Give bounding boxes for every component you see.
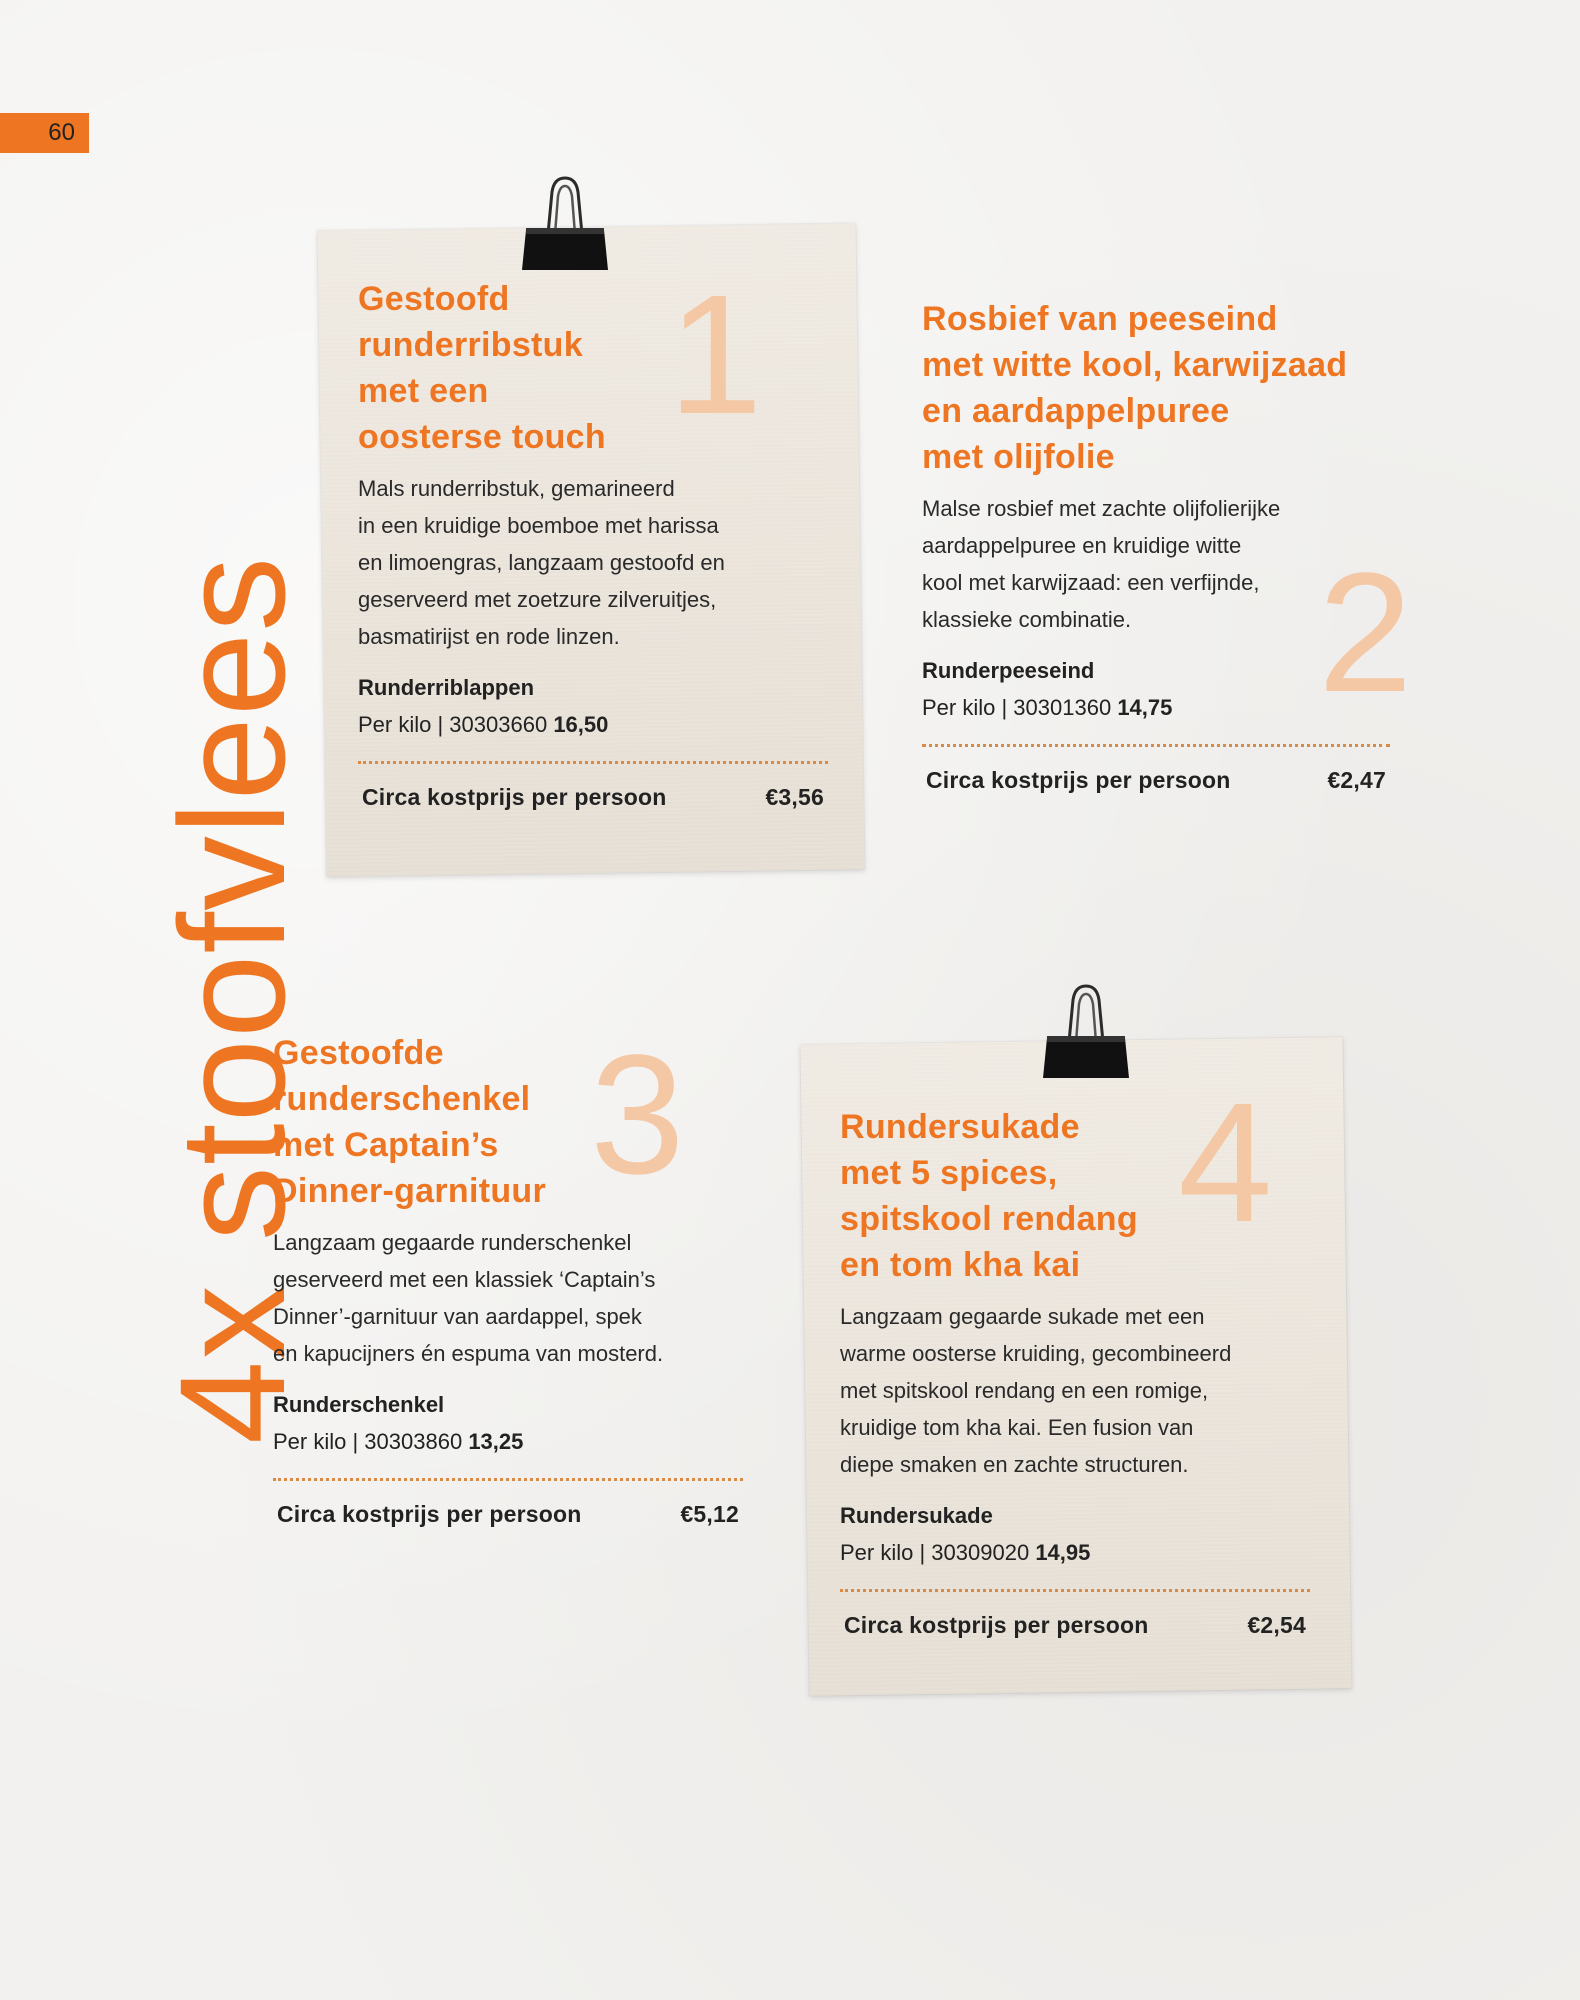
cost-label: Circa kostprijs per persoon	[844, 1612, 1149, 1638]
recipe-block-4	[840, 1104, 1310, 1639]
recipe-number: 2	[1318, 538, 1413, 728]
cost-row	[840, 1612, 1310, 1639]
binder-clip-icon	[1043, 980, 1129, 1080]
recipe-block-3	[273, 1020, 743, 1528]
cost-label: Circa kostprijs per persoon	[926, 767, 1231, 793]
recipe-block-1	[358, 276, 828, 811]
recipe-description: Langzaam gegaarde sukade met een warme oosterse kruiding, gecombineerd met spitskool rendang en een romige, kruidige tom kha kai. Een fusion van diepe smaken en zachte structuren.	[840, 1304, 1232, 1477]
binder-clip-icon	[522, 172, 608, 272]
recipe-title: Gestoofd runderribstuk met een oosterse touch	[358, 280, 606, 456]
cost-label: Circa kostprijs per persoon	[277, 1501, 582, 1527]
product-name: Runderpeeseind	[922, 658, 1095, 683]
cost-label: Circa kostprijs per persoon	[362, 784, 667, 810]
section-title: 4x stoofvlees	[148, 555, 316, 1445]
price-prefix: Per kilo | 30309020	[840, 1540, 1030, 1565]
dotted-divider	[840, 1589, 1310, 1592]
page-number: 60	[0, 113, 89, 153]
recipe-number: 4	[1178, 1068, 1273, 1258]
cost-value: €2,47	[1327, 767, 1386, 793]
product-name: Runderschenkel	[273, 1392, 445, 1417]
dotted-divider	[358, 761, 828, 764]
price-value: 13,25	[468, 1429, 524, 1454]
price-line	[840, 1534, 1310, 1571]
recipe-number: 1	[668, 260, 763, 450]
price-value: 14,95	[1035, 1540, 1091, 1565]
price-line	[273, 1423, 743, 1460]
cost-value: €3,56	[765, 784, 824, 810]
price-line	[358, 706, 828, 743]
recipe-description: Malse rosbief met zachte olijfolierijke aardappelpuree en kruidige witte kool met karwijzaad: een verfijnde, klassieke combinatie.	[922, 496, 1281, 632]
recipe-title: Gestoofde runderschenkel met Captain’s Dinner-garnituur	[273, 1034, 547, 1210]
product-name: Rundersukade	[840, 1503, 993, 1528]
recipe-description: Langzaam gegaarde runderschenkel geserveerd met een klassiek ‘Captain’s Dinner’-garnituur van aardappel, spek en kapucijners én espuma van mosterd.	[273, 1230, 664, 1366]
cost-value: €5,12	[680, 1501, 739, 1527]
recipe-title: Rosbief van peeseind met witte kool, karwijzaad en aardappelpuree met olijfolie	[922, 300, 1348, 476]
cost-row	[358, 784, 828, 811]
price-value: 16,50	[553, 712, 609, 737]
cost-row	[273, 1501, 743, 1528]
dotted-divider	[922, 744, 1390, 747]
cost-row	[922, 767, 1390, 794]
recipe-description: Mals runderribstuk, gemarineerd in een kruidige boemboe met harissa en limoengras, langzaam gestoofd en geserveerd met zoetzure zilveruitjes, basmatirijst en rode linzen.	[358, 476, 725, 649]
recipe-number: 3	[590, 1020, 685, 1210]
product-name: Runderriblappen	[358, 675, 535, 700]
price-prefix: Per kilo | 30303860	[273, 1429, 463, 1454]
dotted-divider	[273, 1478, 743, 1481]
price-prefix: Per kilo | 30301360	[922, 695, 1112, 720]
recipe-title: Rundersukade met 5 spices, spitskool rendang en tom kha kai	[840, 1108, 1138, 1284]
cost-value: €2,54	[1247, 1612, 1306, 1638]
price-value: 14,75	[1117, 695, 1173, 720]
price-prefix: Per kilo | 30303660	[358, 712, 548, 737]
price-line	[922, 689, 1390, 726]
recipe-block-2	[922, 296, 1390, 794]
